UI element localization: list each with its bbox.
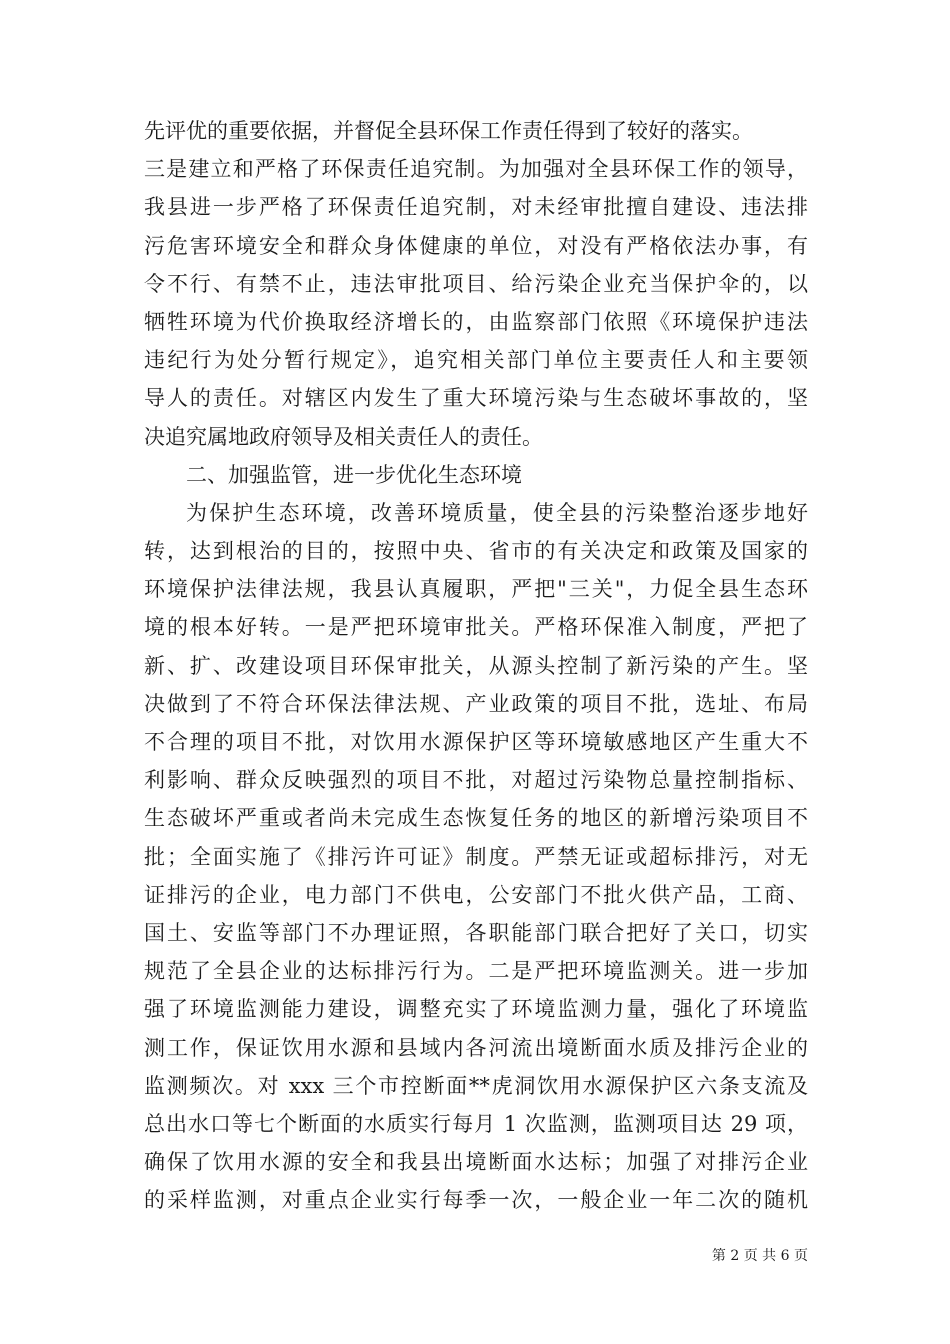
text-line: 测工作，保证饮用水源和县域内各河流出境断面水质及排污企业的 (144, 1035, 808, 1060)
text-line: 利影响、群众反映强烈的项目不批，对超过污染物总量控制指标、 (144, 768, 808, 793)
text-line: 强了环境监测能力建设，调整充实了环境监测力量，强化了环境监 (144, 997, 808, 1022)
text-line: 新、扩、改建设项目环保审批关，从源头控制了新污染的产生。坚 (144, 653, 808, 678)
page-number: 第 2 页 共 6 页 (711, 1248, 808, 1264)
text-line: 不合理的项目不批，对饮用水源保护区等环境敏感地区产生重大不 (144, 730, 808, 754)
text-line: 决做到了不符合环保法律法规、产业政策的项目不批，选址、布局 (144, 691, 808, 716)
text-line: 批；全面实施了《排污许可证》制度。严禁无证或超标排污，对无 (144, 844, 808, 869)
document-body (144, 112, 808, 1219)
text-line: 违纪行为处分暂行规定》，追究相关部门单位主要责任人和主要领 (144, 348, 808, 373)
text-line: 确保了饮用水源的安全和我县出境断面水达标；加强了对排污企业 (144, 1150, 808, 1175)
text-line: 为保护生态环境，改善环境质量，使全县的污染整治逐步地好 (186, 500, 808, 525)
text-line: 二、加强监管，进一步优化生态环境 (186, 462, 522, 487)
text-line: 规范了全县企业的达标排污行为。二是严把环境监测关。进一步加 (144, 959, 808, 984)
text-line: 污危害环境安全和群众身体健康的单位，对没有严格依法办事，有 (144, 233, 808, 258)
text-line: 导人的责任。对辖区内发生了重大环境污染与生态破坏事故的，坚 (144, 386, 808, 411)
text-line: 三是建立和严格了环保责任追究制。为加强对全县环保工作的领导， (144, 157, 808, 182)
text-line: 生态破坏严重或者尚未完成生态恢复任务的地区的新增污染项目不 (144, 806, 808, 831)
text-line: 的采样监测，对重点企业实行每季一次，一般企业一年二次的随机 (144, 1188, 808, 1213)
text-line: 环境保护法律法规，我县认真履职，严把"三关"，力促全县生态环 (144, 577, 808, 602)
text-line: 证排污的企业，电力部门不供电，公安部门不批火供产品，工商、 (144, 882, 808, 907)
text-line: 先评优的重要依据，并督促全县环保工作责任得到了较好的落实。 (144, 119, 753, 143)
text-line: 总出水口等七个断面的水质实行每月 1 次监测，监测项目达 29 项， (144, 1111, 808, 1136)
text-line: 境的根本好转。一是严把环境审批关。严格环保准入制度，严把了 (144, 615, 808, 640)
text-line: 监测频次。对 xxx 三个市控断面**虎洞饮用水源保护区六条支流及 (144, 1073, 808, 1098)
text-line: 国土、安监等部门不办理证照，各职能部门联合把好了关口，切实 (144, 920, 808, 945)
text-line: 转，达到根治的目的，按照中央、省市的有关决定和政策及国家的 (144, 539, 808, 564)
text-line: 令不行、有禁不止，违法审批项目、给污染企业充当保护伞的，以 (144, 271, 808, 296)
text-line: 牺牲环境为代价换取经济增长的，由监察部门依照《环境保护违法 (144, 309, 808, 334)
text-line: 我县进一步严格了环保责任追究制，对未经审批擅自建设、违法排 (144, 195, 808, 220)
text-line: 决追究属地政府领导及相关责任人的责任。 (144, 424, 543, 449)
